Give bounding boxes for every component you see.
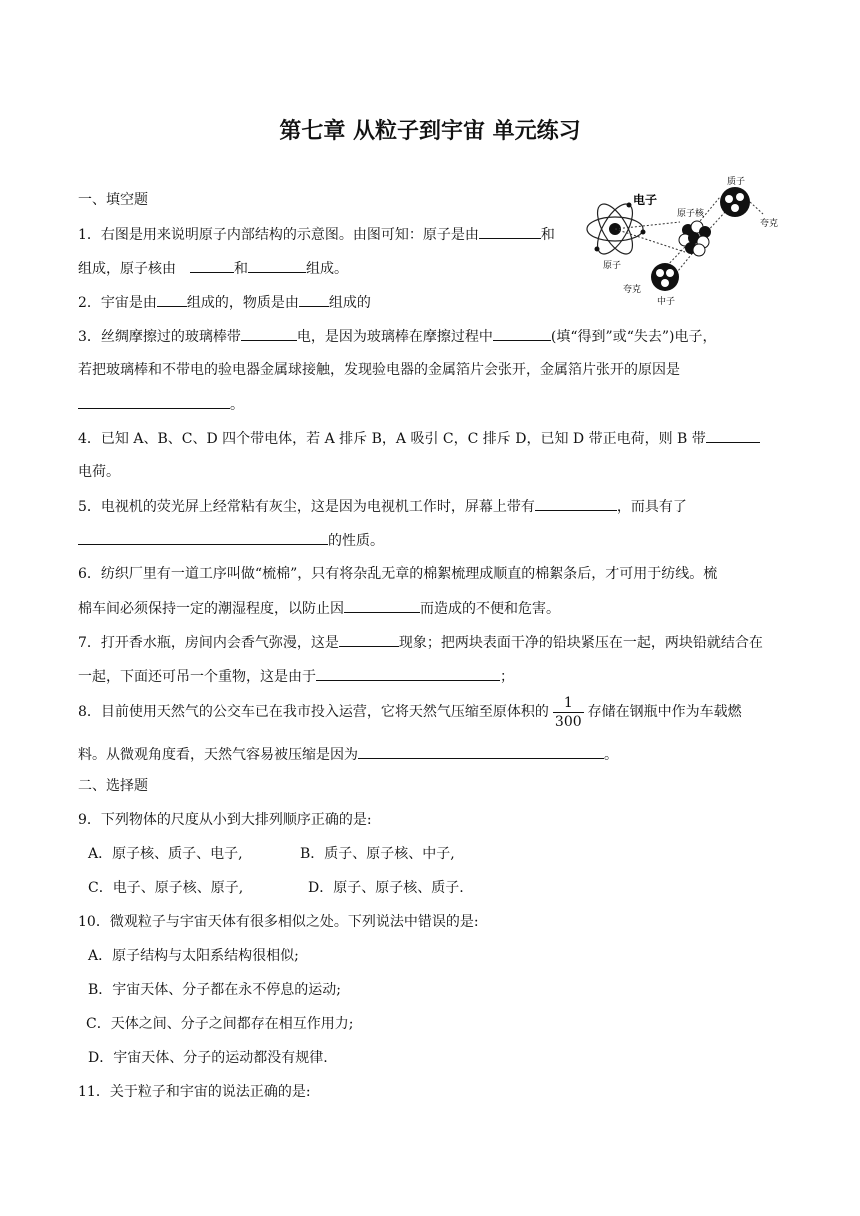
blank[interactable] bbox=[190, 258, 234, 273]
question-5-line-1: 5．电视机的荧光屏上经常粘有灰尘，这是因为电视机工作时，屏幕上带有 ，而具有了 bbox=[78, 496, 687, 517]
question-11-stem: 11．关于粒子和宇宙的说法正确的是: bbox=[78, 1084, 311, 1100]
blank[interactable] bbox=[299, 292, 329, 307]
question-9-option-c[interactable]: C．电子、原子核、原子, bbox=[88, 880, 244, 896]
label-quark-1: 夸克 bbox=[760, 219, 779, 229]
label-quark-2: 夸克 bbox=[623, 285, 642, 295]
label-neutron: 中子 bbox=[657, 297, 676, 307]
label-atom: 原子 bbox=[603, 261, 622, 271]
atom-structure-figure bbox=[585, 172, 785, 312]
page-title: 第七章 从粒子到宇宙 单元练习 bbox=[279, 119, 581, 144]
blank[interactable] bbox=[241, 326, 297, 341]
question-10-option-b[interactable]: B．宇宙天体、分子都在永不停息的运动; bbox=[88, 982, 342, 998]
section-fill-blank: 一、填空题 bbox=[78, 192, 148, 208]
blank[interactable] bbox=[535, 496, 617, 511]
question-2: 2．宇宙是由 组成的，物质是由 组成的 bbox=[78, 292, 371, 313]
question-10-option-d[interactable]: D．宇宙天体、分子的运动都没有规律. bbox=[88, 1050, 328, 1066]
blank[interactable] bbox=[344, 598, 420, 613]
question-6-line-1: 6．纺织厂里有一道工序叫做“梳棉”，只有将杂乱无章的棉絮梳理成顺直的棉絮条后，才可用于纺线。梳 bbox=[78, 566, 718, 582]
question-5-line-2: 的性质。 bbox=[78, 530, 384, 551]
question-3-line-1: 3．丝绸摩擦过的玻璃棒带 电，是因为玻璃棒在摩擦过程中 (填“得到”或“失去”)电子， bbox=[78, 326, 716, 347]
blank[interactable] bbox=[358, 744, 604, 759]
nucleus-diagram bbox=[679, 221, 711, 256]
question-9-option-b[interactable]: B．质子、原子核、中子, bbox=[300, 846, 455, 862]
question-3-line-3: 。 bbox=[78, 394, 244, 415]
question-6-line-2: 棉车间必须保持一定的潮湿程度，以防止因 而造成的不便和危害。 bbox=[78, 598, 560, 619]
blank[interactable] bbox=[248, 258, 306, 273]
question-8-line-2: 料。从微观角度看，天然气容易被压缩是因为 。 bbox=[78, 744, 618, 765]
question-8-line-1: 8．目前使用天然气的公交车已在我市投入运营，它将天然气压缩至原体积的 $\frac{1}{300}$ 存储在钢瓶中作为车载燃 bbox=[78, 694, 742, 730]
question-9-option-d[interactable]: D．原子、原子核、质子. bbox=[308, 880, 464, 896]
blank[interactable] bbox=[316, 666, 500, 681]
question-10-stem: 10．微观粒子与宇宙天体有很多相似之处。下列说法中错误的是: bbox=[78, 914, 479, 930]
question-7-line-2: 一起，下面还可吊一个重物，这是由于 ； bbox=[78, 666, 514, 687]
blank[interactable] bbox=[78, 394, 230, 409]
neutron-diagram bbox=[651, 263, 679, 291]
question-1-line-1: 1．右图是用来说明原子内部结构的示意图。由图可知：原子是由 和 bbox=[78, 224, 555, 245]
blank[interactable] bbox=[479, 224, 541, 239]
blank[interactable] bbox=[78, 530, 328, 545]
question-9-stem: 9．下列物体的尺度从小到大排列顺序正确的是: bbox=[78, 812, 372, 828]
question-10-option-a[interactable]: A．原子结构与太阳系结构很相似; bbox=[88, 948, 299, 964]
question-1-line-2: 组成，原子核由 和 组成。 bbox=[78, 258, 348, 279]
label-electron: 电子 bbox=[633, 193, 658, 207]
proton-diagram bbox=[720, 187, 750, 217]
blank[interactable] bbox=[339, 632, 399, 647]
question-3-line-2: 若把玻璃棒和不带电的验电器金属球接触，发现验电器的金属箔片会张开，金属箔片张开的原因是 bbox=[78, 362, 680, 378]
question-7-line-1: 7．打开香水瓶，房间内会香气弥漫，这是 现象；把两块表面干净的铅块紧压在一起，两块铅就结合在 bbox=[78, 632, 763, 653]
blank[interactable] bbox=[157, 292, 187, 307]
question-9-option-a[interactable]: A．原子核、质子、电子, bbox=[88, 846, 243, 862]
section-multiple-choice: 二、选择题 bbox=[78, 778, 148, 794]
blank[interactable] bbox=[493, 326, 551, 341]
question-10-option-c[interactable]: C．天体之间、分子之间都存在相互作用力; bbox=[86, 1016, 354, 1032]
question-4-line-2: 电荷。 bbox=[78, 464, 120, 480]
question-4-line-1: 4．已知 A、B、C、D 四个带电体，若 A 排斥 B，A 吸引 C，C 排斥 D，已知 D 带正电荷，则 B 带 bbox=[78, 428, 760, 449]
fraction-one-three-hundredth: $\frac{1}{300}$ bbox=[554, 694, 582, 730]
label-nucleus: 原子核 bbox=[677, 209, 705, 219]
label-proton: 质子 bbox=[727, 177, 746, 187]
blank[interactable] bbox=[706, 428, 760, 443]
